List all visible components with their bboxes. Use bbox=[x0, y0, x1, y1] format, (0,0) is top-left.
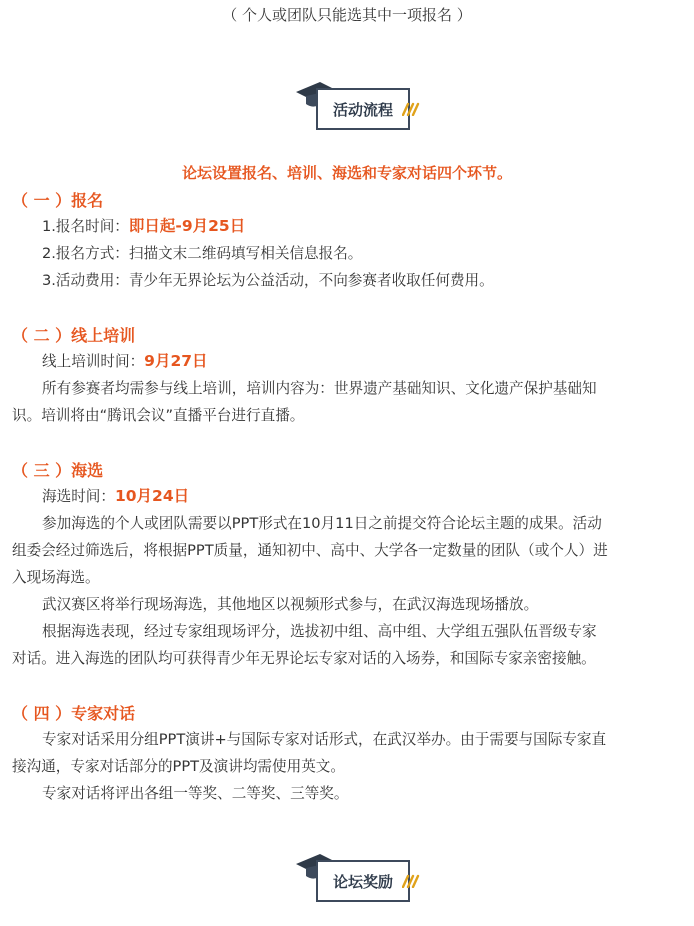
registration-time-value: 即日起-9月25日 bbox=[128, 217, 246, 235]
audition-p1-line2: 组委会经过筛选后，将根据PPT质量，通知初中、高中、大学各一定数量的团队（或个人）进 bbox=[12, 542, 608, 559]
dialogue-p2: 专家对话将评出各组一等奖、二等奖、三等奖。 bbox=[42, 785, 349, 802]
audition-time bbox=[12, 483, 688, 510]
registration-method: 2.报名方式：扫描文末二维码填写相关信息报名。 bbox=[42, 245, 363, 262]
audition-p3-line2: 对话。进入海选的团队均可获得青少年无界论坛专家对话的入场券，和国际专家亲密接触。 bbox=[12, 650, 596, 667]
swash-icon bbox=[402, 102, 420, 116]
registration-time-label: 1.报名时间： bbox=[42, 218, 129, 235]
audition-p2: 武汉赛区将举行现场海选，其他地区以视频形式参与，在武汉海选现场播放。 bbox=[42, 596, 539, 613]
dialogue-p1-line1: 专家对话采用分组PPT演讲+与国际专家对话形式，在武汉举办。由于需要与国际专家直 bbox=[42, 731, 607, 748]
registration-fee: 3.活动费用：青少年无界论坛为公益活动，不向参赛者收取任何费用。 bbox=[42, 272, 494, 289]
section-heading-audition: （ 三 ）海选 bbox=[12, 461, 104, 480]
audition-time-value: 10月24日 bbox=[114, 487, 190, 505]
section-heading-expert-dialogue: （ 四 ）专家对话 bbox=[12, 704, 136, 723]
training-time-label: 线上培训时间： bbox=[42, 353, 145, 370]
section-badge-activity-flow bbox=[294, 78, 418, 148]
audition-time-label: 海选时间： bbox=[42, 488, 115, 505]
audition-p1-line1: 参加海选的个人或团队需要以PPT形式在10月11日之前提交符合论坛主题的成果。活动 bbox=[42, 515, 602, 532]
training-time-value: 9月27日 bbox=[144, 352, 208, 370]
badge-label: 论坛奖励 bbox=[316, 860, 410, 902]
section-heading-registration: （ 一 ）报名 bbox=[12, 191, 104, 210]
registration-note: （ 个人或团队只能选其中一项报名 ） bbox=[222, 6, 472, 24]
audition-p3-line1: 根据海选表现，经过专家组现场评分，选拔初中组、高中组、大学组五强队伍晋级专家 bbox=[42, 623, 597, 640]
badge-label: 活动流程 bbox=[316, 88, 410, 130]
intro-text: 论坛设置报名、培训、海选和专家对话四个环节。 bbox=[181, 164, 512, 182]
section-badge-forum-awards bbox=[294, 850, 418, 920]
swash-icon bbox=[402, 874, 420, 888]
training-time bbox=[12, 348, 688, 375]
training-desc-line2: 识。培训将由“腾讯会议”直播平台进行直播。 bbox=[12, 407, 305, 424]
audition-p1-line3: 入现场海选。 bbox=[12, 569, 100, 586]
dialogue-p1-line2: 接沟通，专家对话部分的PPT及演讲均需使用英文。 bbox=[12, 758, 345, 775]
registration-time bbox=[12, 213, 688, 240]
training-desc-line1: 所有参赛者均需参与线上培训，培训内容为：世界遗产基础知识、文化遗产保护基础知 bbox=[42, 380, 597, 397]
section-heading-online-training: （ 二 ）线上培训 bbox=[12, 326, 136, 345]
